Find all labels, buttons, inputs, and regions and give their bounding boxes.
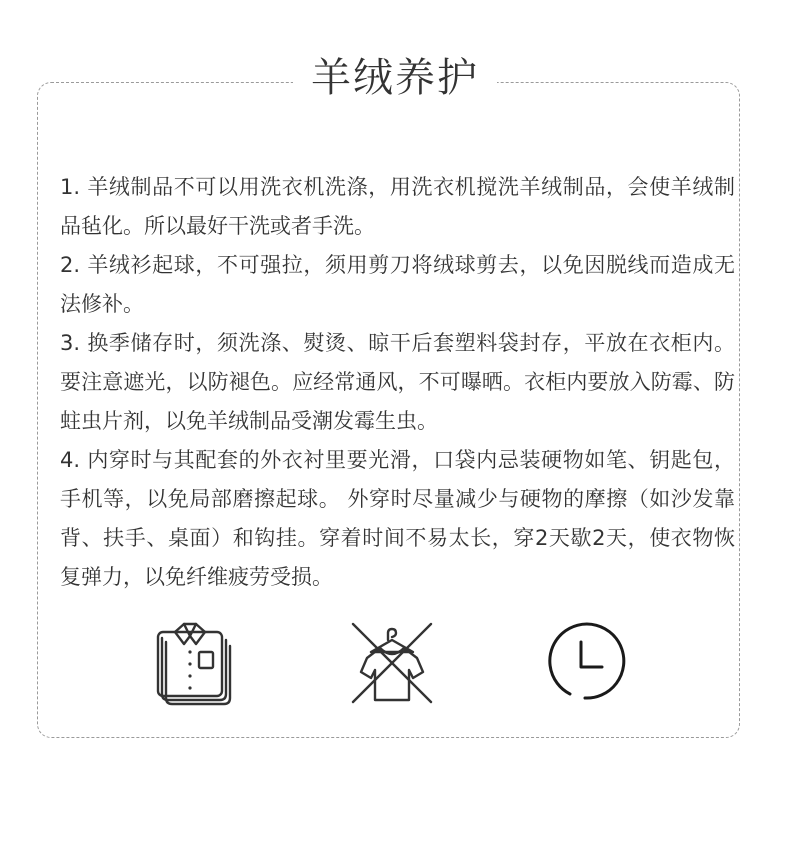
care-icons bbox=[0, 618, 790, 708]
care-instructions bbox=[60, 168, 735, 597]
title-wrap bbox=[0, 48, 790, 108]
clock-icon bbox=[540, 618, 630, 708]
instruction-paragraph-4: 4. 内穿时与其配套的外衣衬里要光滑，口袋内忌装硬物如笔、钥匙包，手机等，以免局部磨擦起球。 外穿时尽量减少与硬物的摩擦（如沙发靠背、扶手、桌面）和钩挂。穿着时间不易太长，穿2天歇2天，使衣物恢复弹力，以免纤维疲劳受损。 bbox=[60, 448, 735, 589]
page-title: 羊绒养护 bbox=[293, 48, 497, 108]
no-hanging-icon bbox=[347, 618, 437, 708]
folded-shirt-icon bbox=[148, 618, 238, 708]
instruction-paragraph-1: 1. 羊绒制品不可以用洗衣机洗涤，用洗衣机搅洗羊绒制品，会使羊绒制品毡化。所以最好干洗或者手洗。 bbox=[60, 175, 735, 238]
instruction-paragraph-2: 2. 羊绒衫起球，不可强拉，须用剪刀将绒球剪去，以免因脱线而造成无法修补。 bbox=[60, 253, 735, 316]
instruction-paragraph-3: 3. 换季储存时，须洗涤、熨烫、晾干后套塑料袋封存，平放在衣柜内。要注意遮光，以防褪色。应经常通风，不可曝晒。衣柜内要放入防霉、防蛀虫片剂，以免羊绒制品受潮发霉生虫。 bbox=[60, 331, 735, 433]
